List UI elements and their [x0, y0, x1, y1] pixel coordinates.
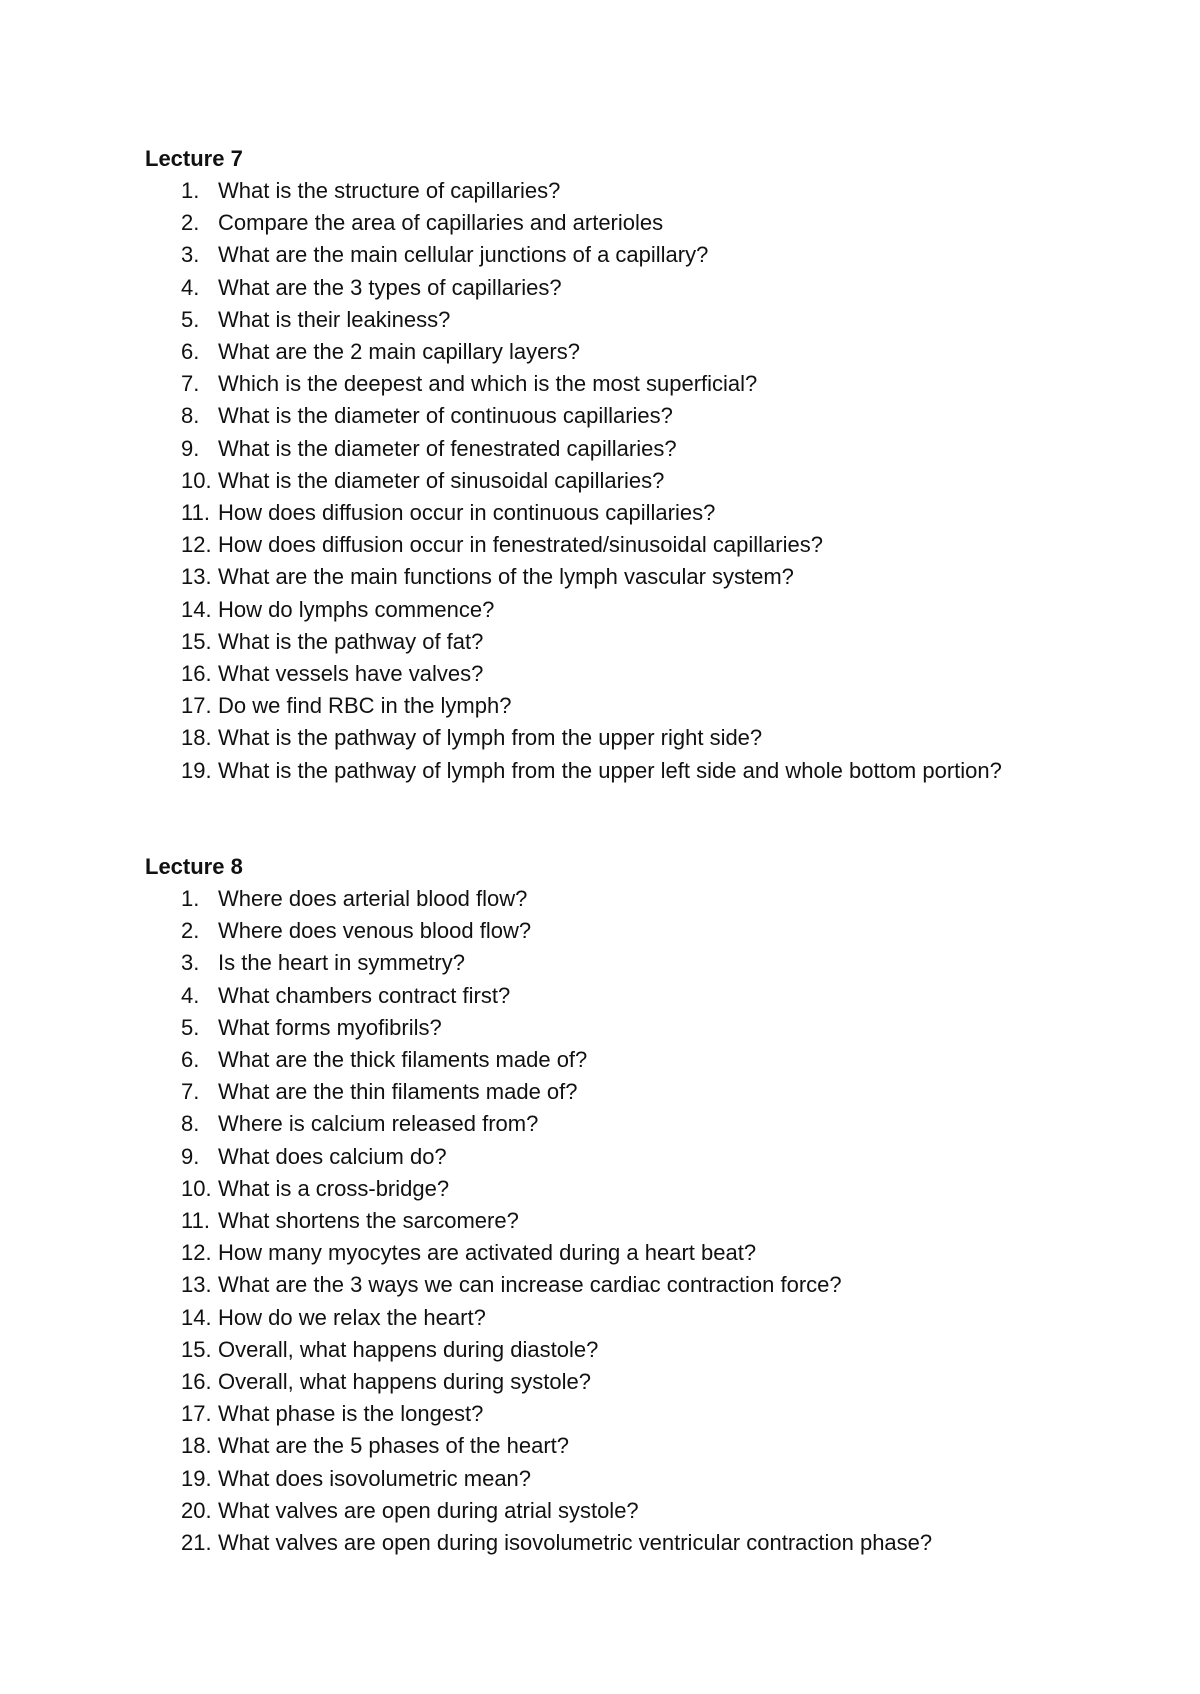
question-text: What is the diameter of continuous capillaries? [218, 403, 673, 429]
question-number: 16. [181, 661, 212, 687]
question-item [145, 239, 1045, 271]
question-number: 21. [181, 1530, 212, 1556]
question-number: 14. [181, 596, 212, 622]
question-item [145, 980, 1045, 1012]
question-text: What are the main cellular junctions of a capillary? [218, 242, 709, 268]
question-number: 20. [181, 1497, 212, 1523]
question-number: 9. [181, 435, 200, 461]
question-item [145, 755, 1045, 787]
question-item [145, 272, 1045, 304]
question-item [145, 1495, 1045, 1527]
question-item [145, 1076, 1045, 1108]
question-number: 13. [181, 1272, 212, 1298]
question-text: What is the pathway of lymph from the upper left side and whole bottom portion? [218, 757, 1002, 783]
question-item [145, 433, 1045, 465]
question-text: What is a cross-bridge? [218, 1175, 450, 1201]
question-text: What are the thick filaments made of? [218, 1047, 588, 1073]
question-number: 10. [181, 1175, 212, 1201]
question-text: How does diffusion occur in fenestrated/sinusoidal capillaries? [218, 532, 823, 558]
question-number: 17. [181, 1401, 212, 1427]
question-item [145, 1044, 1045, 1076]
question-item [145, 1398, 1045, 1430]
question-item [145, 883, 1045, 915]
question-text: What vessels have valves? [218, 661, 484, 687]
question-number: 12. [181, 1240, 212, 1266]
question-text: How do we relax the heart? [218, 1304, 486, 1330]
question-number: 10. [181, 467, 212, 493]
question-text: What is the diameter of fenestrated capillaries? [218, 435, 677, 461]
question-number: 4. [181, 274, 200, 300]
question-number: 12. [181, 532, 212, 558]
question-text: What are the 3 ways we can increase cardiac contraction force? [218, 1272, 842, 1298]
question-number: 8. [181, 1111, 200, 1137]
question-item [145, 690, 1045, 722]
question-text: Is the heart in symmetry? [218, 950, 465, 976]
question-text: What forms myofibrils? [218, 1014, 442, 1040]
question-item [145, 947, 1045, 979]
question-number: 4. [181, 982, 200, 1008]
question-item [145, 1108, 1045, 1140]
question-text: What valves are open during atrial systole? [218, 1497, 639, 1523]
question-text: Do we find RBC in the lymph? [218, 693, 512, 719]
lecture-7-heading: Lecture 7 [145, 146, 243, 171]
question-number: 15. [181, 1336, 212, 1362]
question-number: 9. [181, 1143, 200, 1169]
question-number: 3. [181, 242, 200, 268]
question-item [145, 304, 1045, 336]
question-text: What are the thin filaments made of? [218, 1079, 578, 1105]
question-text: What is the pathway of fat? [218, 628, 484, 654]
question-text: How do lymphs commence? [218, 596, 495, 622]
question-number: 2. [181, 918, 200, 944]
question-number: 1. [181, 178, 200, 203]
question-text: What does calcium do? [218, 1143, 447, 1169]
question-number: 15. [181, 628, 212, 654]
question-item [145, 1205, 1045, 1237]
question-text: How many myocytes are activated during a heart beat? [218, 1240, 757, 1266]
question-text: What does isovolumetric mean? [218, 1465, 532, 1491]
question-text: What is their leakiness? [218, 306, 451, 332]
question-text: Where does arterial blood flow? [218, 886, 528, 911]
question-item [145, 368, 1045, 400]
question-number: 7. [181, 371, 200, 397]
question-item [145, 1527, 1045, 1559]
question-text: Overall, what happens during systole? [218, 1369, 591, 1395]
question-text: Which is the deepest and which is the most superficial? [218, 371, 758, 397]
question-number: 13. [181, 564, 212, 590]
question-number: 17. [181, 693, 212, 719]
question-item [145, 1334, 1045, 1366]
lecture-7-section [145, 143, 1045, 787]
question-item [145, 561, 1045, 593]
question-number: 8. [181, 403, 200, 429]
question-item [145, 626, 1045, 658]
question-number: 6. [181, 339, 200, 365]
question-item [145, 400, 1045, 432]
question-number: 1. [181, 886, 200, 911]
question-number: 2. [181, 210, 200, 236]
question-item [145, 1237, 1045, 1269]
question-text: What chambers contract first? [218, 982, 511, 1008]
lecture-8-question-list [145, 883, 1045, 1559]
question-number: 3. [181, 950, 200, 976]
question-item [145, 175, 1045, 207]
lecture-7-question-list [145, 175, 1045, 787]
question-number: 16. [181, 1369, 212, 1395]
question-text: Where does venous blood flow? [218, 918, 532, 944]
question-text: What are the main functions of the lymph vascular system? [218, 564, 794, 590]
question-number: 18. [181, 1433, 212, 1459]
question-text: What is the structure of capillaries? [218, 178, 561, 203]
question-number: 18. [181, 725, 212, 751]
question-number: 19. [181, 757, 212, 783]
question-text: How does diffusion occur in continuous capillaries? [218, 500, 716, 526]
question-item [145, 1269, 1045, 1301]
question-item [145, 336, 1045, 368]
question-item [145, 207, 1045, 239]
question-number: 11. [181, 1208, 210, 1234]
question-item [145, 529, 1045, 561]
question-text: What is the pathway of lymph from the upper right side? [218, 725, 763, 751]
question-text: What is the diameter of sinusoidal capillaries? [218, 467, 665, 493]
question-item [145, 722, 1045, 754]
question-text: What are the 5 phases of the heart? [218, 1433, 570, 1459]
question-item [145, 1430, 1045, 1462]
question-item [145, 465, 1045, 497]
question-item [145, 1463, 1045, 1495]
question-text: Overall, what happens during diastole? [218, 1336, 599, 1362]
question-item [145, 915, 1045, 947]
question-number: 6. [181, 1047, 200, 1073]
question-text: What phase is the longest? [218, 1401, 484, 1427]
lecture-8-section [145, 851, 1045, 1559]
question-item [145, 1173, 1045, 1205]
question-number: 14. [181, 1304, 212, 1330]
question-item [145, 1366, 1045, 1398]
question-number: 19. [181, 1465, 212, 1491]
question-text: Where is calcium released from? [218, 1111, 539, 1137]
question-item [145, 594, 1045, 626]
question-item [145, 1141, 1045, 1173]
question-text: Compare the area of capillaries and arterioles [218, 210, 664, 236]
lecture-8-heading: Lecture 8 [145, 854, 243, 879]
question-number: 7. [181, 1079, 200, 1105]
question-item [145, 1012, 1045, 1044]
question-text: What are the 2 main capillary layers? [218, 339, 580, 365]
question-item [145, 658, 1045, 690]
question-item [145, 1302, 1045, 1334]
question-text: What are the 3 types of capillaries? [218, 274, 562, 300]
question-number: 5. [181, 306, 200, 332]
question-number: 5. [181, 1014, 200, 1040]
question-text: What valves are open during isovolumetric ventricular contraction phase? [218, 1530, 933, 1556]
question-number: 11. [181, 500, 210, 526]
question-item [145, 497, 1045, 529]
question-text: What shortens the sarcomere? [218, 1208, 519, 1234]
